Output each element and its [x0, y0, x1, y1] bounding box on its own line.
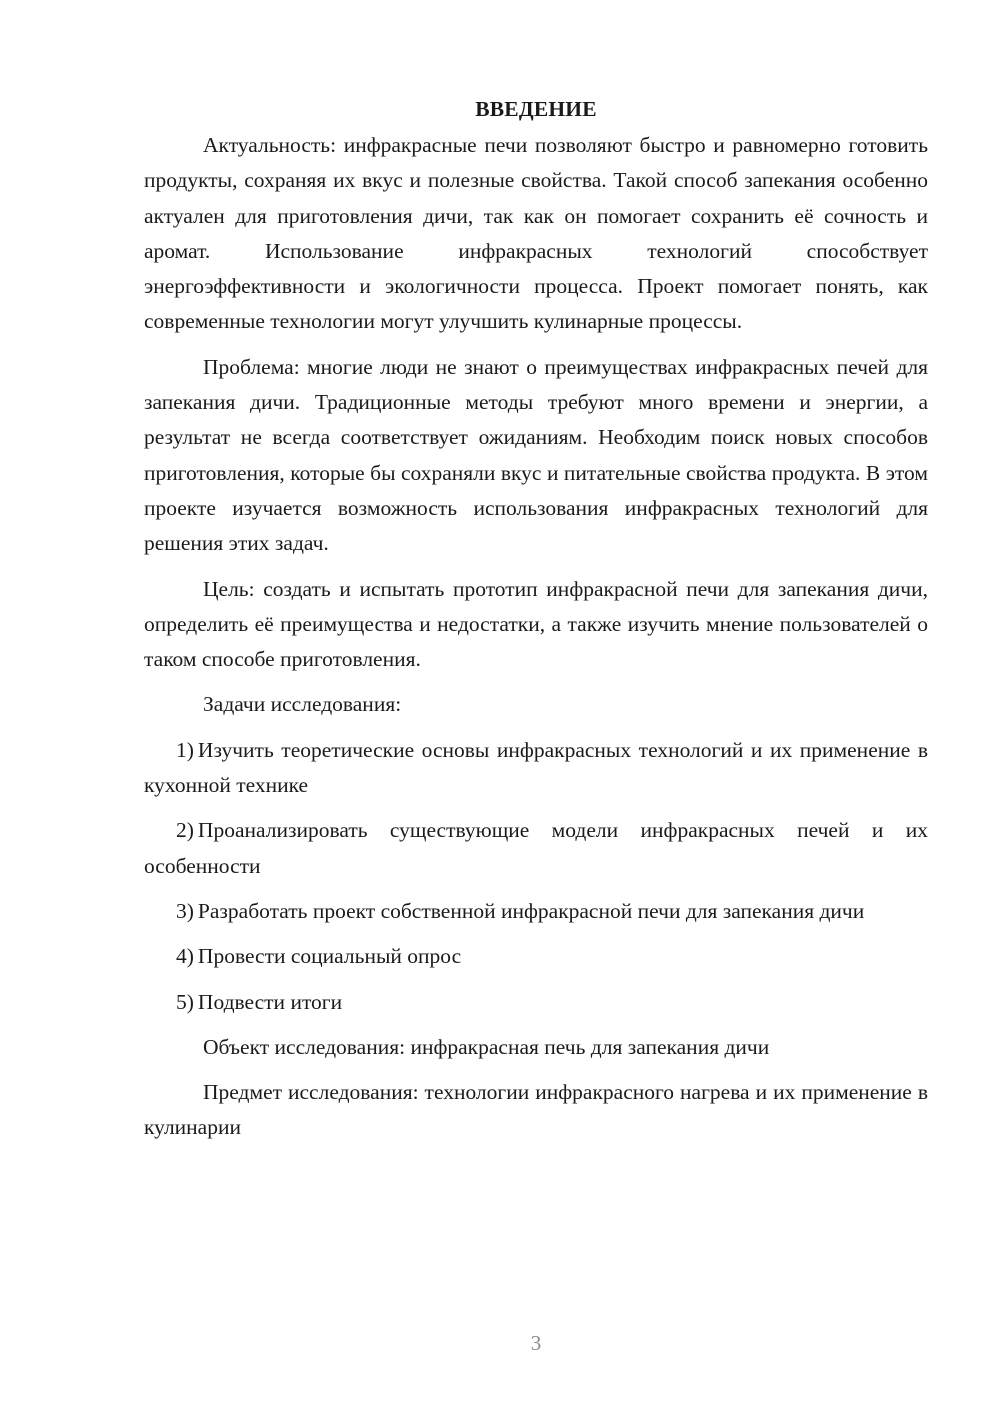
task-number: 5)	[176, 989, 194, 1014]
subject-paragraph: Предмет исследования: технологии инфракрасного нагрева и их применение в кулинарии	[144, 1080, 928, 1140]
page-title: ВВЕДЕНИЕ	[475, 97, 597, 121]
page-content	[144, 92, 928, 1156]
relevance-paragraph: Актуальность: инфракрасные печи позволяют быстро и равномерно готовить продукты, сохраняя их вкус и полезные свойства. Такой способ запекания особенно актуален для приготовления дичи, так как он помогает сохранить её сочность и аромат. Использование инфракрасных технологий способствует энергоэффективности и экологичности процесса. Проект помогает понять, как современные технологии могут улучшить кулинарные процессы.	[144, 133, 928, 334]
task-text: Проанализировать существующие модели инфракрасных печей и их особенности	[144, 818, 928, 878]
problem-paragraph: Проблема: многие люди не знают о преимуществах инфракрасных печей для запекания дичи. Традиционные методы требуют много времени и энергии, а результат не всегда соответствует ожиданиям. Необходим поиск новых способов приготовления, которые бы сохраняли вкус и питательные свойства продукта. В этом проекте изучается возможность использования инфракрасных технологий для решения этих задач.	[144, 354, 928, 556]
task-text: Изучить теоретические основы инфракрасных технологий и их применение в кухонной технике	[144, 737, 928, 798]
task-item-3	[144, 894, 928, 929]
task-number: 2)	[176, 818, 194, 843]
tasks-heading: Задачи исследования:	[203, 692, 402, 717]
task-number: 4)	[176, 944, 194, 969]
task-number: 1)	[176, 737, 194, 762]
task-text: Провести социальный опрос	[197, 944, 462, 969]
task-item-1	[144, 733, 928, 804]
task-text: Разработать проект собственной инфракрасной печи для запекания дичи	[197, 898, 865, 923]
object-paragraph: Объект исследования: инфракрасная печь для запекания дичи	[203, 1034, 770, 1059]
goal-paragraph: Цель: создать и испытать прототип инфракрасной печи для запекания дичи, определить её преимущества и недостатки, а также изучить мнение пользователей о таком способе приготовления.	[144, 576, 928, 672]
task-text: Подвести итоги	[197, 989, 343, 1014]
page-number: 3	[530, 1331, 542, 1355]
task-item-4	[144, 939, 928, 974]
task-number: 3)	[176, 898, 194, 923]
task-item-2	[144, 813, 928, 884]
task-item-5	[144, 985, 928, 1020]
